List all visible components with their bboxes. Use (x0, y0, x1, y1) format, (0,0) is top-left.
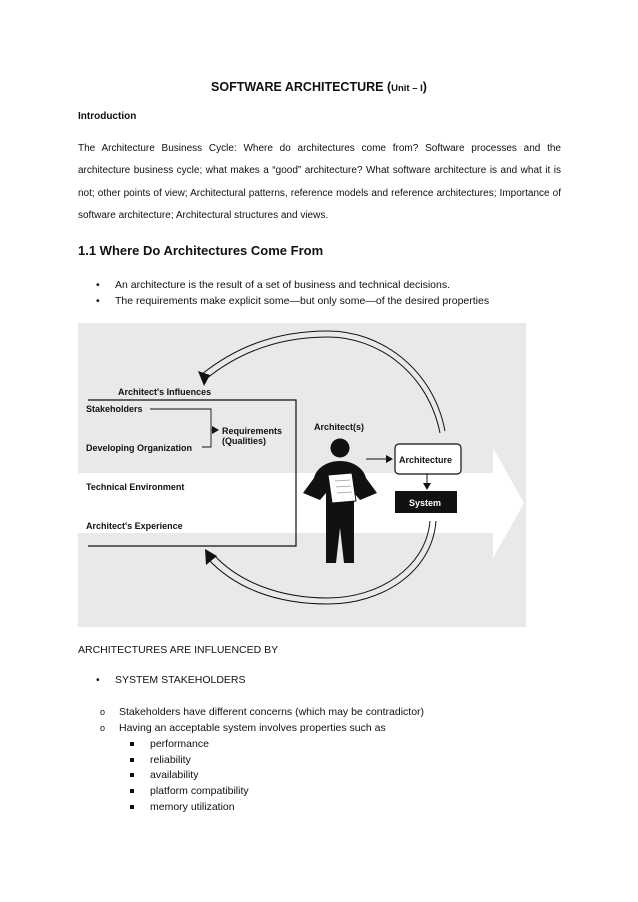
stakeholder-bracket (150, 409, 211, 447)
intro-paragraph: The Architecture Business Cycle: Where do architectures come from? Software processes and the architecture business cycle; what makes a “good” architecture? What software architecture is and what it is not; other points of view; Architectural patterns, reference models and reference architectures; Importance of software architecture; Architectural structures and views. (78, 143, 561, 221)
technical-env-label: Technical Environment (86, 482, 185, 492)
requirements-label: Requirements (222, 426, 283, 436)
system-label: System (409, 498, 442, 508)
bullet-item: • The requirements make explicit some—but only some—of the desired properties (96, 295, 490, 307)
feedback-arc-top (206, 337, 440, 433)
influenced-heading: ARCHITECTURES ARE INFLUENCED BY (78, 644, 279, 656)
influences-title: Architect's Influences (118, 387, 212, 397)
page-title: SOFTWARE ARCHITECTURE (Unit – I) (211, 80, 427, 94)
section-bullets (96, 277, 576, 309)
developing-org-label: Developing Organization (86, 443, 193, 453)
qualities-label: (Qualities) (222, 436, 267, 446)
architects-experience-label: Architect's Experience (86, 521, 183, 531)
section-heading: 1.1 Where Do Architectures Come From (78, 243, 324, 258)
bullet-item: • An architecture is the result of a set of business and technical decisions. (96, 279, 451, 291)
architects-label: Architect(s) (314, 422, 365, 432)
stakeholders-label: Stakeholders (86, 404, 143, 414)
intro-heading: Introduction (78, 111, 137, 122)
architecture-business-cycle-figure (78, 323, 526, 627)
architecture-label: Architecture (399, 455, 453, 465)
